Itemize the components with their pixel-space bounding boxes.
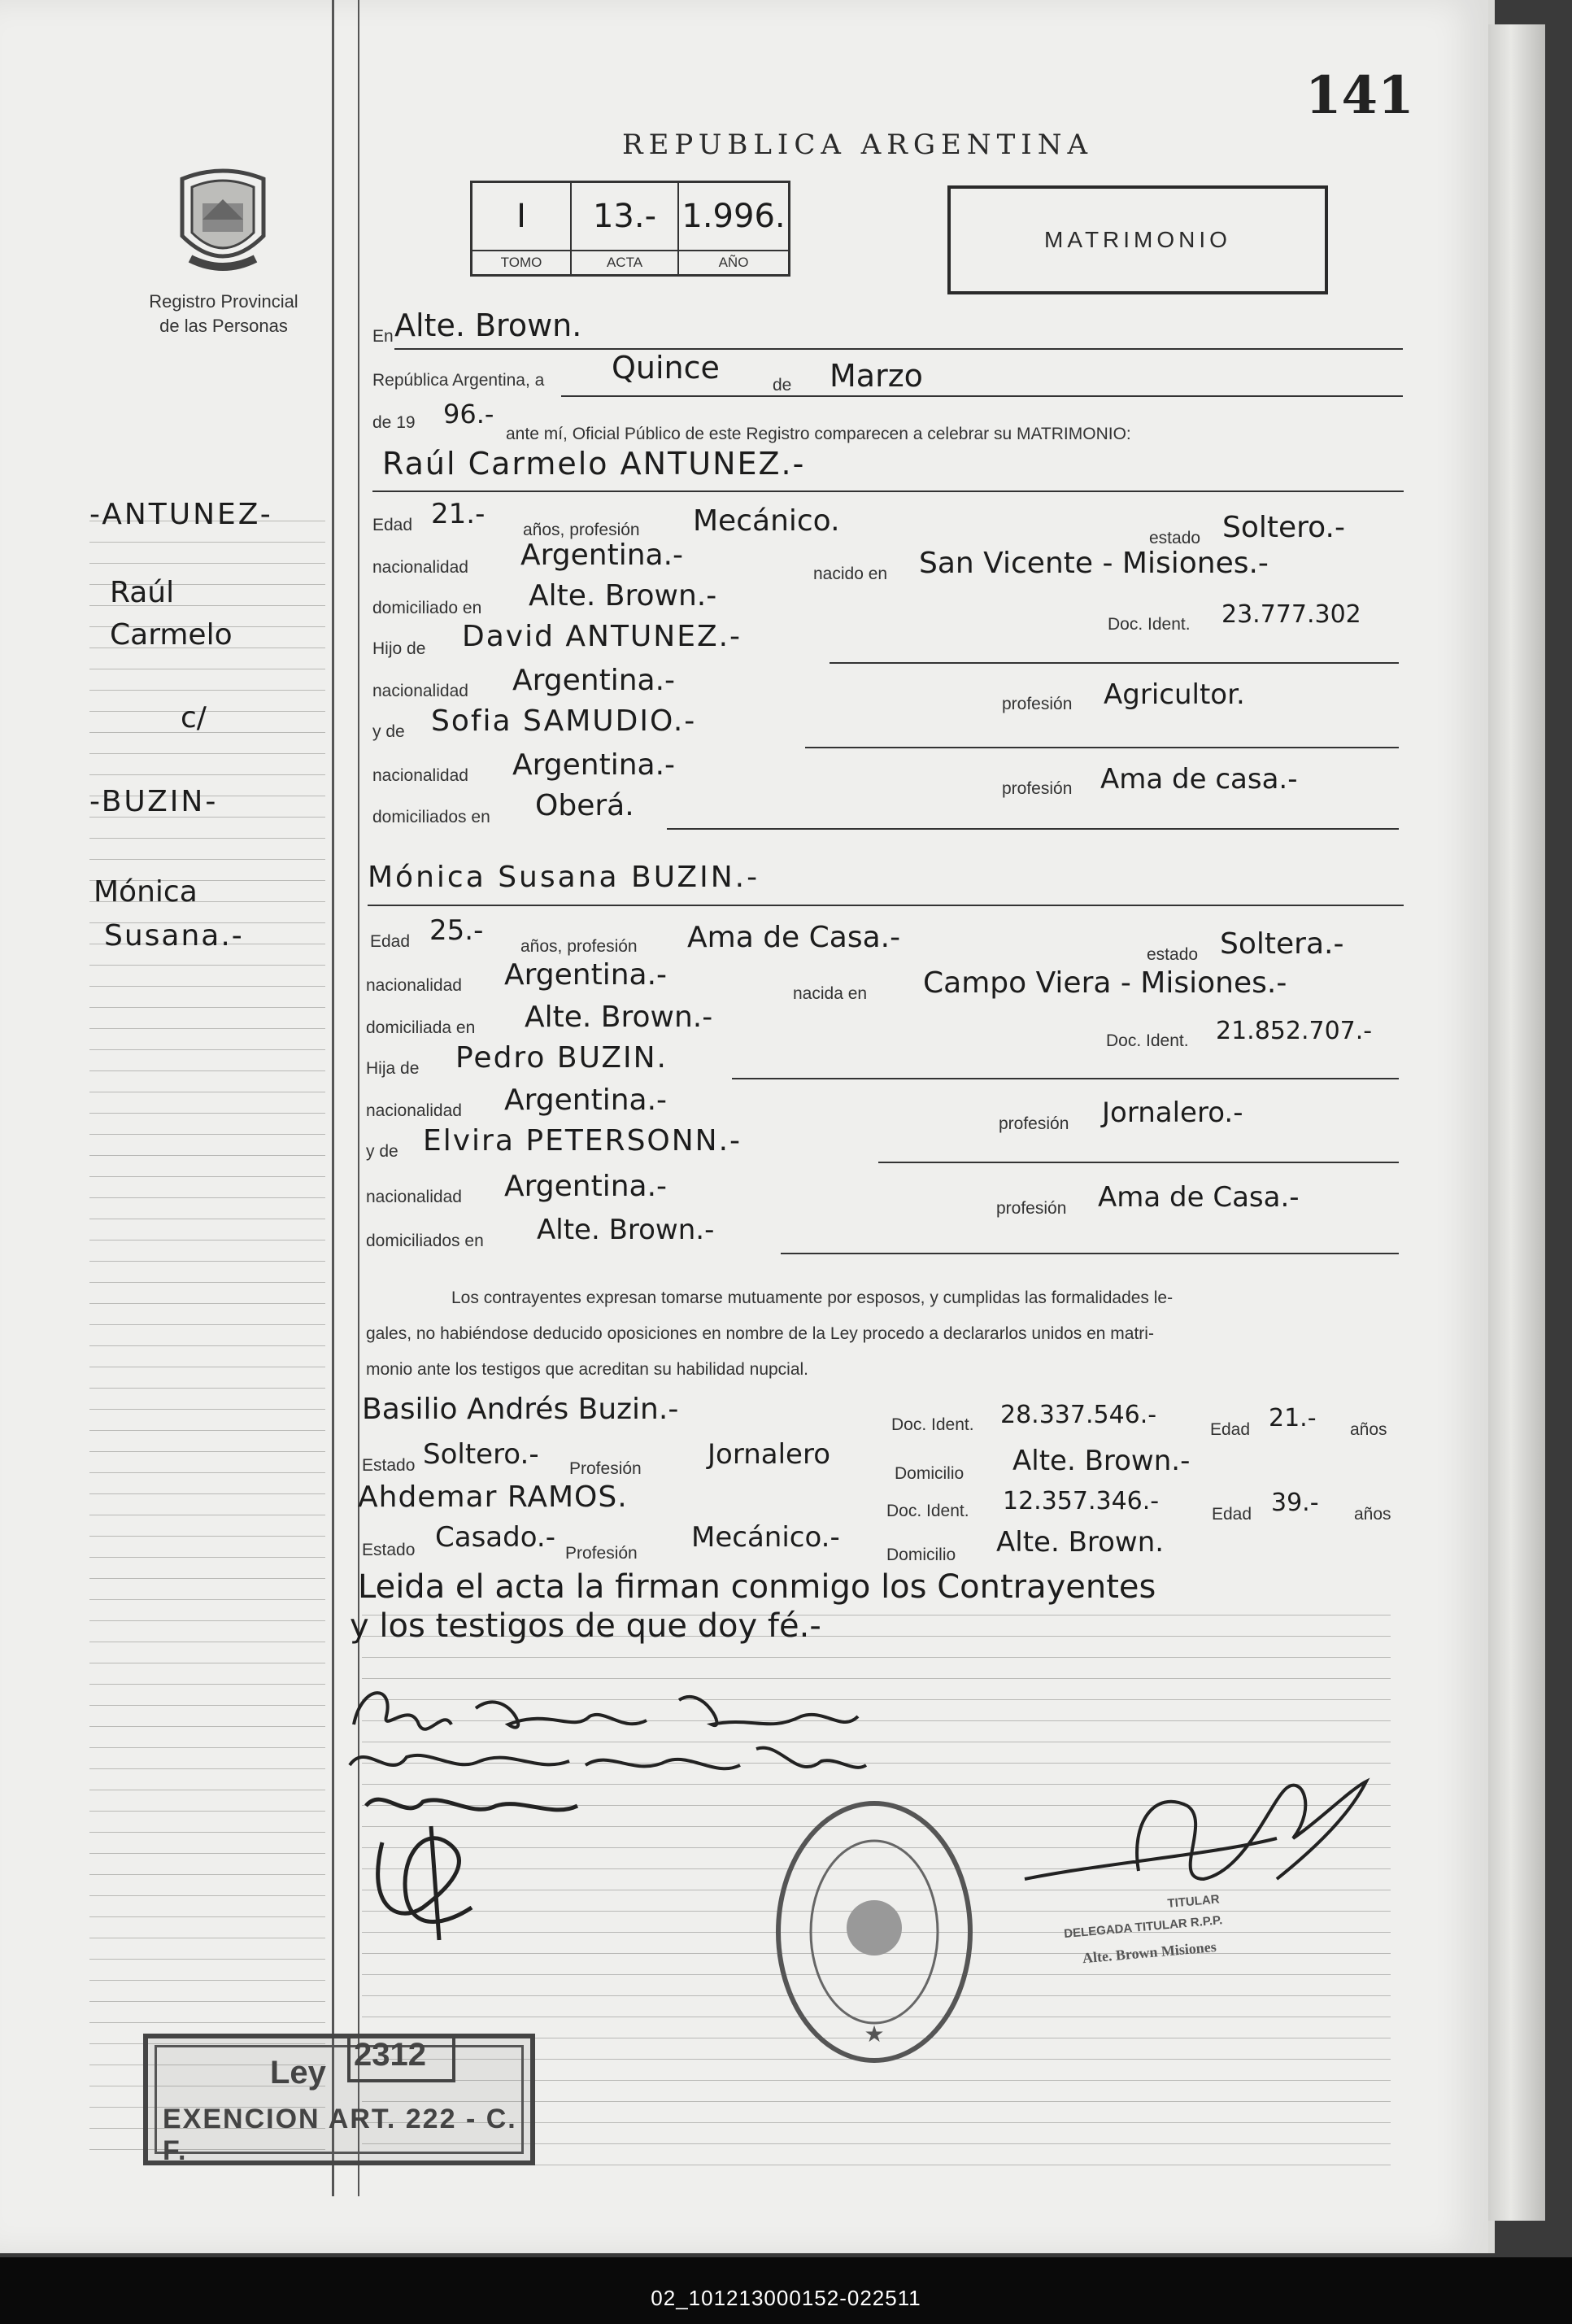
groom-nationality: Argentina.- [520, 538, 684, 572]
groom-nacido-label: nacido en [813, 565, 888, 583]
witness2-age: 39.- [1271, 1489, 1319, 1517]
witness2-prof-label: Profesión [565, 1544, 638, 1563]
witness1-name: Basilio Andrés Buzin.- [362, 1393, 679, 1426]
margin-groom-second: Carmelo [110, 618, 233, 652]
witness2-signature [350, 1810, 512, 1948]
registry-label-line1: Registro Provincial [149, 291, 298, 312]
margin-connector: c/ [181, 701, 207, 735]
bride-nacida-label: nacida en [793, 984, 868, 1003]
witness2-domicile: Alte. Brown. [996, 1526, 1165, 1559]
groom-father-prof-label: profesión [1002, 695, 1073, 713]
witness2-dom-label: Domicilio [886, 1546, 956, 1564]
declaration-line2: gales, no habiéndose deducido oposiciones en nombre de la Ley procedo a declararlos unidos en matri- [366, 1324, 1154, 1343]
groom-age: 21.- [431, 498, 486, 530]
bride-father-profession: Jornalero.- [1102, 1097, 1243, 1129]
groom-mother-nac-label: nacionalidad [372, 766, 468, 785]
anio-cell [679, 183, 788, 274]
province-coat-of-arms-icon [174, 163, 272, 277]
groom-father-profession: Agricultor. [1104, 678, 1245, 711]
groom-mother-nationality: Argentina.- [512, 748, 676, 782]
svg-text:★: ★ [864, 2021, 885, 2047]
bride-doc-label: Doc. Ident. [1106, 1031, 1189, 1050]
tomo-value: I [516, 198, 526, 235]
groom-father: David ANTUNEZ.- [462, 620, 742, 653]
acta-value: 13.- [592, 198, 657, 235]
witness2-profession: Mecánico.- [691, 1521, 840, 1554]
groom-domicile: Alte. Brown.- [529, 579, 717, 613]
anio-label: AÑO [679, 250, 788, 271]
groom-mother: Sofia SAMUDIO.- [431, 704, 697, 738]
bride-birthplace: Campo Viera - Misiones.- [923, 966, 1287, 1000]
groom-parents-domicile: Oberá. [535, 789, 634, 822]
groom-father-nac-label: nacionalidad [372, 682, 468, 700]
tomo-label: TOMO [472, 250, 570, 271]
en-label: En [372, 327, 394, 346]
bride-mother-profession: Ama de Casa.- [1098, 1181, 1300, 1214]
witness1-domicile: Alte. Brown.- [1012, 1445, 1191, 1477]
groom-mother-prof-label: profesión [1002, 779, 1073, 798]
bride-mother: Elvira PETERSONN.- [423, 1124, 742, 1158]
groom-mother-yde-label: y de [372, 722, 405, 741]
date-line [561, 395, 1403, 397]
stamp-ley-label: Ley [270, 2055, 326, 2091]
witness1-age: 21.- [1269, 1404, 1317, 1432]
bride-father-nac-label: nacionalidad [366, 1101, 462, 1120]
page-stack-edge [1488, 24, 1545, 2221]
witness2-doc-label: Doc. Ident. [886, 1502, 969, 1520]
witness1-anos-label: años [1350, 1420, 1387, 1439]
bride-parents-domicile: Alte. Brown.- [537, 1214, 715, 1246]
bride-age: 25.- [429, 914, 484, 947]
groom-father-nationality: Argentina.- [512, 664, 676, 697]
bride-name-line [368, 905, 1404, 906]
groom-estado-label: estado [1149, 529, 1201, 547]
groom-profession: Mecánico. [693, 504, 840, 538]
groom-anos-label: años, profesión [523, 521, 640, 539]
witness1-doc: 28.337.546.- [1000, 1401, 1157, 1429]
witness2-edad-label: Edad [1212, 1505, 1252, 1524]
tomo-cell [472, 183, 572, 274]
witness1-estado-label: Estado [362, 1456, 416, 1475]
day-value: Quince [612, 350, 720, 386]
act-type-box: MATRIMONIO [947, 185, 1328, 294]
groom-mother-line [805, 747, 1399, 748]
page-number: 141 [1305, 65, 1414, 126]
witness2-estado: Casado.- [435, 1521, 555, 1554]
bride-mother-nac-label: nacionalidad [366, 1188, 462, 1206]
republic-label: República Argentina, a [372, 371, 545, 390]
groom-nac-label: nacionalidad [372, 558, 468, 577]
year-value: 96.- [443, 399, 494, 429]
bride-parents-dom-label: domiciliados en [366, 1232, 484, 1250]
groom-name-line [372, 491, 1404, 492]
acta-label: ACTA [572, 250, 677, 271]
stamp-exencion-text: EXENCION ART. 222 - C. F. [163, 2104, 517, 2166]
official-stamp-line3: Alte. Brown Misiones [1082, 1938, 1217, 1967]
groom-edad-label: Edad [372, 516, 413, 534]
bride-nationality: Argentina.- [504, 958, 668, 992]
witness1-prof-label: Profesión [569, 1459, 642, 1478]
bride-father-nationality: Argentina.- [504, 1084, 668, 1117]
bride-anos-label: años, profesión [520, 937, 638, 956]
witness2-doc: 12.357.346.- [1003, 1487, 1160, 1515]
witness1-doc-label: Doc. Ident. [891, 1415, 974, 1434]
official-stamp [1045, 1875, 1330, 2012]
official-stamp-line2: DELEGADA TITULAR R.P.P. [1063, 1913, 1223, 1942]
bride-doc: 21.852.707.- [1216, 1017, 1373, 1045]
groom-birthplace: San Vicente - Misiones.- [919, 547, 1269, 580]
place-value: Alte. Brown. [394, 307, 582, 343]
anio-value: 1.996. [681, 198, 786, 235]
bride-father: Pedro BUZIN. [455, 1041, 668, 1075]
closing-line1: Leida el acta la firman conmigo los Contrayentes [358, 1568, 1156, 1606]
groom-name: Raúl Carmelo ANTUNEZ.- [382, 446, 806, 482]
margin-bride-first: Mónica [94, 875, 198, 909]
bride-mother-line [878, 1162, 1399, 1163]
groom-mother-profession: Ama de casa.- [1100, 763, 1298, 796]
acta-cell [572, 183, 679, 274]
tax-exemption-stamp [143, 2034, 535, 2165]
closing-line2: y los testigos de que doy fé.- [350, 1607, 821, 1645]
groom-estado: Soltero.- [1222, 511, 1345, 544]
margin-groom-surname: -ANTUNEZ- [89, 498, 273, 531]
groom-doc-label: Doc. Ident. [1108, 615, 1191, 634]
bride-edad-label: Edad [370, 932, 411, 951]
groom-parents-dom-line [667, 828, 1399, 830]
bride-estado-label: estado [1147, 945, 1199, 964]
witness1-edad-label: Edad [1210, 1420, 1251, 1439]
image-code: 02_101213000152-022511 [651, 2286, 921, 2310]
declaration-line1: Los contrayentes expresan tomarse mutuamente por esposos, y cumplidas las formalidades le- [451, 1288, 1174, 1307]
bride-dom-label: domiciliada en [366, 1018, 476, 1037]
margin-groom-first: Raúl [110, 576, 175, 609]
witness2-estado-label: Estado [362, 1541, 416, 1559]
month-value: Marzo [830, 358, 923, 394]
bride-profession: Ama de Casa.- [687, 921, 901, 954]
margin-bride-second: Susana.- [104, 919, 244, 953]
witness1-profession: Jornalero [708, 1438, 830, 1471]
de-label: de [773, 376, 792, 395]
groom-parents-dom-label: domiciliados en [372, 808, 490, 826]
official-stamp-line1: TITULAR [1166, 1892, 1221, 1911]
bride-nac-label: nacionalidad [366, 976, 462, 995]
groom-doc: 23.777.302 [1221, 600, 1361, 629]
place-line [394, 348, 1403, 350]
bride-father-prof-label: profesión [999, 1114, 1069, 1133]
volume-record-box [470, 181, 790, 277]
witness1-dom-label: Domicilio [895, 1464, 965, 1483]
witness2-anos-label: años [1354, 1505, 1391, 1524]
registry-label-line2: de las Personas [159, 316, 288, 336]
bride-mother-prof-label: profesión [996, 1199, 1067, 1218]
declaration-line3: monio ante los testigos que acreditan su habilidad nupcial. [366, 1360, 809, 1379]
bride-mother-nationality: Argentina.- [504, 1170, 668, 1203]
bride-domicile: Alte. Brown.- [525, 1001, 713, 1034]
margin-ruled-area [89, 500, 325, 2160]
year-prefix: de 19 [372, 413, 416, 432]
bride-mother-yde-label: y de [366, 1142, 398, 1161]
margin-bride-surname: -BUZIN- [89, 785, 219, 818]
bride-hija-label: Hija de [366, 1059, 420, 1078]
bride-name: Mónica Susana BUZIN.- [368, 861, 760, 894]
country-title: REPUBLICA ARGENTINA [622, 129, 1094, 161]
witness2-name: Ahdemar RAMOS. [358, 1480, 628, 1514]
groom-dom-label: domiciliado en [372, 599, 482, 617]
registry-oval-seal-icon [773, 1798, 976, 2066]
bride-father-line [732, 1078, 1399, 1079]
groom-hijo-label: Hijo de [372, 639, 426, 658]
groom-father-line [830, 662, 1399, 664]
intro-text: ante mí, Oficial Público de este Registro comparecen a celebrar su MATRIMONIO: [506, 425, 1131, 443]
stamp-ley-number: 2312 [354, 2037, 426, 2073]
bride-estado: Soltera.- [1220, 927, 1344, 961]
witness1-estado: Soltero.- [423, 1438, 539, 1471]
bride-parents-dom-line [781, 1253, 1399, 1254]
registry-label [114, 290, 333, 338]
